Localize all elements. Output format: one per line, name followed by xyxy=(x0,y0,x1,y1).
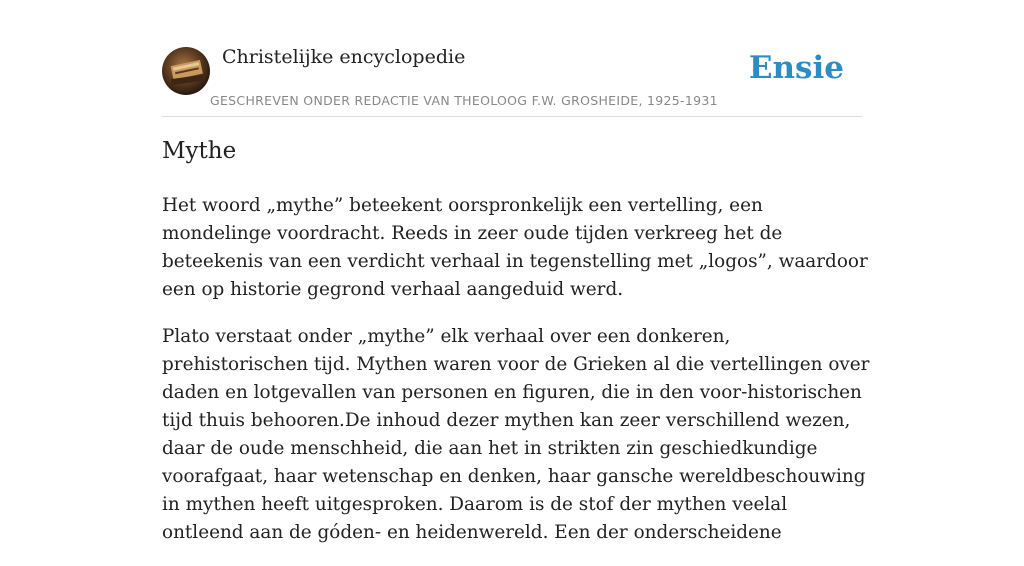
article-paragraph: Plato verstaat onder „mythe” elk verhaal over een donkeren, prehistorischen tijd. Mythen waren voor de Grieken al die vertellingen over daden en lotgevallen van personen en figuren, die in den voor-historischen tijd thuis behooren.De inhoud dezer mythen kan zeer verschillend wezen, daar de oude menschheid, die aan het in strikten zin geschiedkundige voorafgaat, haar wetenschap en denken, haar gansche wereldbeschouwing in mythen heeft uitgesproken. Daarom is de stof der mythen veelal ontleend aan de góden- en heidenwereld. Een der onderscheidene xyxy=(162,326,870,543)
article-paragraph: Het woord „mythe” beteekent oorspronkelijk een vertelling, een mondelinge voordracht. Reeds in zeer oude tijden verkreeg het de beteekenis van een verdicht verhaal in tegenstelling met „logos”, waardoor een op historie gegrond verhaal aangeduid werd. xyxy=(162,195,868,300)
book-photo-avatar[interactable] xyxy=(162,47,210,95)
site-subtitle: GESCHREVEN ONDER REDACTIE VAN THEOLOOG F.W. GROSHEIDE, 1925-1931 xyxy=(210,93,718,108)
article-body xyxy=(162,192,874,566)
site-title[interactable]: Christelijke encyclopedie xyxy=(222,46,466,68)
site-header xyxy=(162,46,862,117)
article-title: Mythe xyxy=(162,138,237,164)
brand-logo[interactable]: Ensie xyxy=(748,50,844,86)
book-icon xyxy=(162,47,210,95)
